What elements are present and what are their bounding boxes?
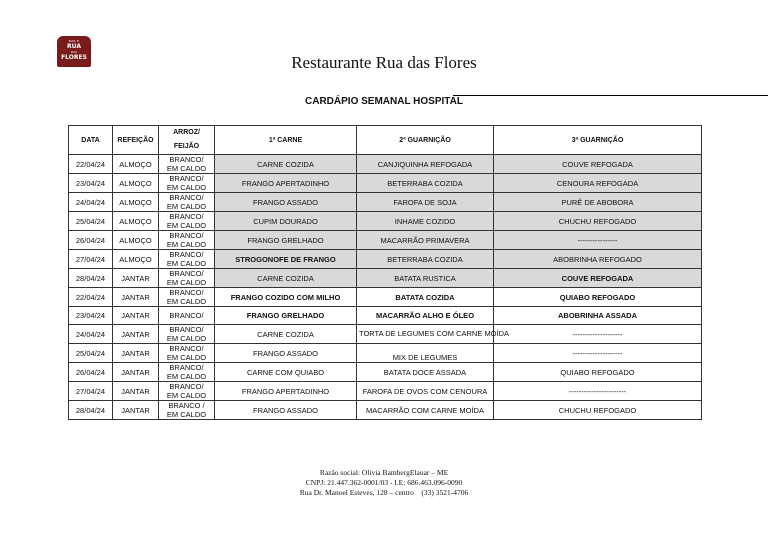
meal-cell: JANTAR (113, 363, 159, 382)
header-third-side: 3ª GUARNIÇÃO (494, 126, 702, 155)
table-row (69, 269, 702, 288)
rice-beans-cell: BRANCO/ EM CALDO (159, 344, 215, 363)
date-cell: 22/04/24 (69, 155, 113, 174)
header-date: DATA (69, 126, 113, 155)
logo-line-4: FLORES (61, 54, 87, 61)
meal-cell: JANTAR (113, 344, 159, 363)
table-row (69, 401, 702, 420)
meal-cell: JANTAR (113, 288, 159, 307)
first-meat-cell: FRANGO GRELHADO (215, 307, 357, 325)
second-side-cell: BETERRABA COZIDA (357, 250, 494, 269)
table-row (69, 231, 702, 250)
second-side-cell: MACARRÃO ALHO E ÓLEO (357, 307, 494, 325)
first-meat-cell: CARNE COM QUIABO (215, 363, 357, 382)
table-row (69, 363, 702, 382)
table-row (69, 193, 702, 212)
first-meat-cell: FRANGO COZIDO COM MILHO (215, 288, 357, 307)
meal-cell: ALMOÇO (113, 193, 159, 212)
third-side-cell: ABOBRINHA ASSADA (494, 307, 702, 325)
table-row (69, 307, 702, 325)
first-meat-cell: FRANGO ASSADO (215, 193, 357, 212)
rice-beans-cell: BRANCO/ EM CALDO (159, 269, 215, 288)
third-side-cell: QUIABO REFOGADO (494, 288, 702, 307)
third-side-cell: CHUCHU REFOGADO (494, 401, 702, 420)
rice-beans-cell: BRANCO / EM CALDO (159, 401, 215, 420)
date-cell: 24/04/24 (69, 193, 113, 212)
rice-beans-cell: BRANCO/ EM CALDO (159, 288, 215, 307)
third-side-cell: PURÊ DE ABOBORA (494, 193, 702, 212)
header-meal: REFEIÇÃO (113, 126, 159, 155)
second-side-cell: MACARRÃO COM CARNE MOÍDA (357, 401, 494, 420)
logo-line-1: BAR E (68, 39, 80, 43)
footer-company-name: Razão social: Olivia BambergElauar – ME (319, 468, 449, 477)
first-meat-cell: FRANGO APERTADINHO (215, 174, 357, 193)
rice-beans-cell: BRANCO/ EM CALDO (159, 155, 215, 174)
second-side-cell: INHAME COZIDO (357, 212, 494, 231)
date-cell: 28/04/24 (69, 269, 113, 288)
table-row (69, 250, 702, 269)
meal-cell: JANTAR (113, 325, 159, 344)
second-side-cell: CANJIQUINHA REFOGADA (357, 155, 494, 174)
rice-beans-cell: BRANCO/ EM CALDO (159, 382, 215, 401)
rice-beans-cell: BRANCO/ EM CALDO (159, 325, 215, 344)
third-side-cell: -------------------- (494, 344, 702, 363)
footer-tax-ids: CNPJ: 21.447.362-0001/03 - I.E: 686.463.096-0090 (305, 478, 463, 487)
second-side-cell: MACARRÃO PRIMAVERA (357, 231, 494, 250)
footer (0, 468, 768, 498)
second-side-cell: MIX DE LEGUMES (357, 344, 494, 363)
first-meat-cell: CARNE COZIDA (215, 325, 357, 344)
second-side-cell: BETERRABA COZIDA (357, 174, 494, 193)
rice-beans-cell: BRANCO/ EM CALDO (159, 250, 215, 269)
meal-cell: JANTAR (113, 269, 159, 288)
meal-cell: ALMOÇO (113, 231, 159, 250)
third-side-cell: ---------------- (494, 231, 702, 250)
date-cell: 25/04/24 (69, 212, 113, 231)
third-side-cell: QUIABO REFOGADO (494, 363, 702, 382)
header-first-meat: 1ª CARNE (215, 126, 357, 155)
table-body (69, 155, 702, 420)
first-meat-cell: CUPIM DOURADO (215, 212, 357, 231)
date-cell: 27/04/24 (69, 250, 113, 269)
first-meat-cell: CARNE COZIDA (215, 155, 357, 174)
second-side-cell: FAROFA DE OVOS COM CENOURA (357, 382, 494, 401)
date-cell: 28/04/24 (69, 401, 113, 420)
first-meat-cell: FRANGO ASSADO (215, 344, 357, 363)
meal-cell: ALMOÇO (113, 212, 159, 231)
second-side-cell: BATATA COZIDA (357, 288, 494, 307)
second-side-cell: BATATA RUSTICA (357, 269, 494, 288)
table-row (69, 344, 702, 363)
table-row (69, 382, 702, 401)
third-side-cell: CENOURA REFOGADA (494, 174, 702, 193)
third-side-cell: COUVE REFOGADA (494, 269, 702, 288)
header-second-side: 2ª GUARNIÇÃO (357, 126, 494, 155)
footer-address: Rua Dr. Manoel Esteves, 128 – centro (33) 3521-4706 (299, 488, 469, 497)
rice-beans-cell: BRANCO/ EM CALDO (159, 231, 215, 250)
second-side-cell: FAROFA DE SOJA (357, 193, 494, 212)
third-side-cell: ----------------------- (494, 382, 702, 401)
table-header-row (69, 126, 702, 155)
restaurant-title: Restaurante Rua das Flores (291, 53, 477, 72)
date-cell: 23/04/24 (69, 307, 113, 325)
rice-beans-cell: BRANCO/ EM CALDO (159, 174, 215, 193)
weekly-menu-table (68, 125, 702, 420)
first-meat-cell: CARNE COZIDA (215, 269, 357, 288)
third-side-cell: -------------------- (494, 325, 702, 344)
first-meat-cell: FRANGO APERTADINHO (215, 382, 357, 401)
date-cell: 22/04/24 (69, 288, 113, 307)
date-cell: 26/04/24 (69, 363, 113, 382)
table-row (69, 155, 702, 174)
table-row (69, 325, 702, 344)
header-rice-beans: ARROZ/ FEIJÃO (159, 126, 215, 155)
meal-cell: JANTAR (113, 382, 159, 401)
date-cell: 23/04/24 (69, 174, 113, 193)
date-cell: 26/04/24 (69, 231, 113, 250)
logo-line-2: RUA (67, 43, 81, 50)
menu-subtitle: CARDÁPIO SEMANAL HOSPITAL (305, 96, 463, 107)
table-row (69, 174, 702, 193)
meal-cell: JANTAR (113, 307, 159, 325)
third-side-cell: CHUCHU REFOGADO (494, 212, 702, 231)
logo-line-3: DAS (70, 50, 78, 54)
date-cell: 24/04/24 (69, 325, 113, 344)
meal-cell: ALMOÇO (113, 155, 159, 174)
first-meat-cell: FRANGO GRELHADO (215, 231, 357, 250)
third-side-cell: COUVE REFOGADA (494, 155, 702, 174)
meal-cell: ALMOÇO (113, 250, 159, 269)
table-row (69, 288, 702, 307)
rice-beans-cell: BRANCO/ EM CALDO (159, 212, 215, 231)
rice-beans-cell: BRANCO/ (159, 307, 215, 325)
first-meat-cell: FRANGO ASSADO (215, 401, 357, 420)
rice-beans-cell: BRANCO/ EM CALDO (159, 363, 215, 382)
rice-beans-cell: BRANCO/ EM CALDO (159, 193, 215, 212)
second-side-cell: TORTA DE LEGUMES COM CARNE MOÍDA (357, 325, 494, 344)
date-cell: 25/04/24 (69, 344, 113, 363)
date-cell: 27/04/24 (69, 382, 113, 401)
meal-cell: JANTAR (113, 401, 159, 420)
second-side-cell: BATATA DOCE ASSADA (357, 363, 494, 382)
third-side-cell: ABOBRINHA REFOGADO (494, 250, 702, 269)
table-row (69, 212, 702, 231)
meal-cell: ALMOÇO (113, 174, 159, 193)
first-meat-cell: STROGONOFE DE FRANGO (215, 250, 357, 269)
